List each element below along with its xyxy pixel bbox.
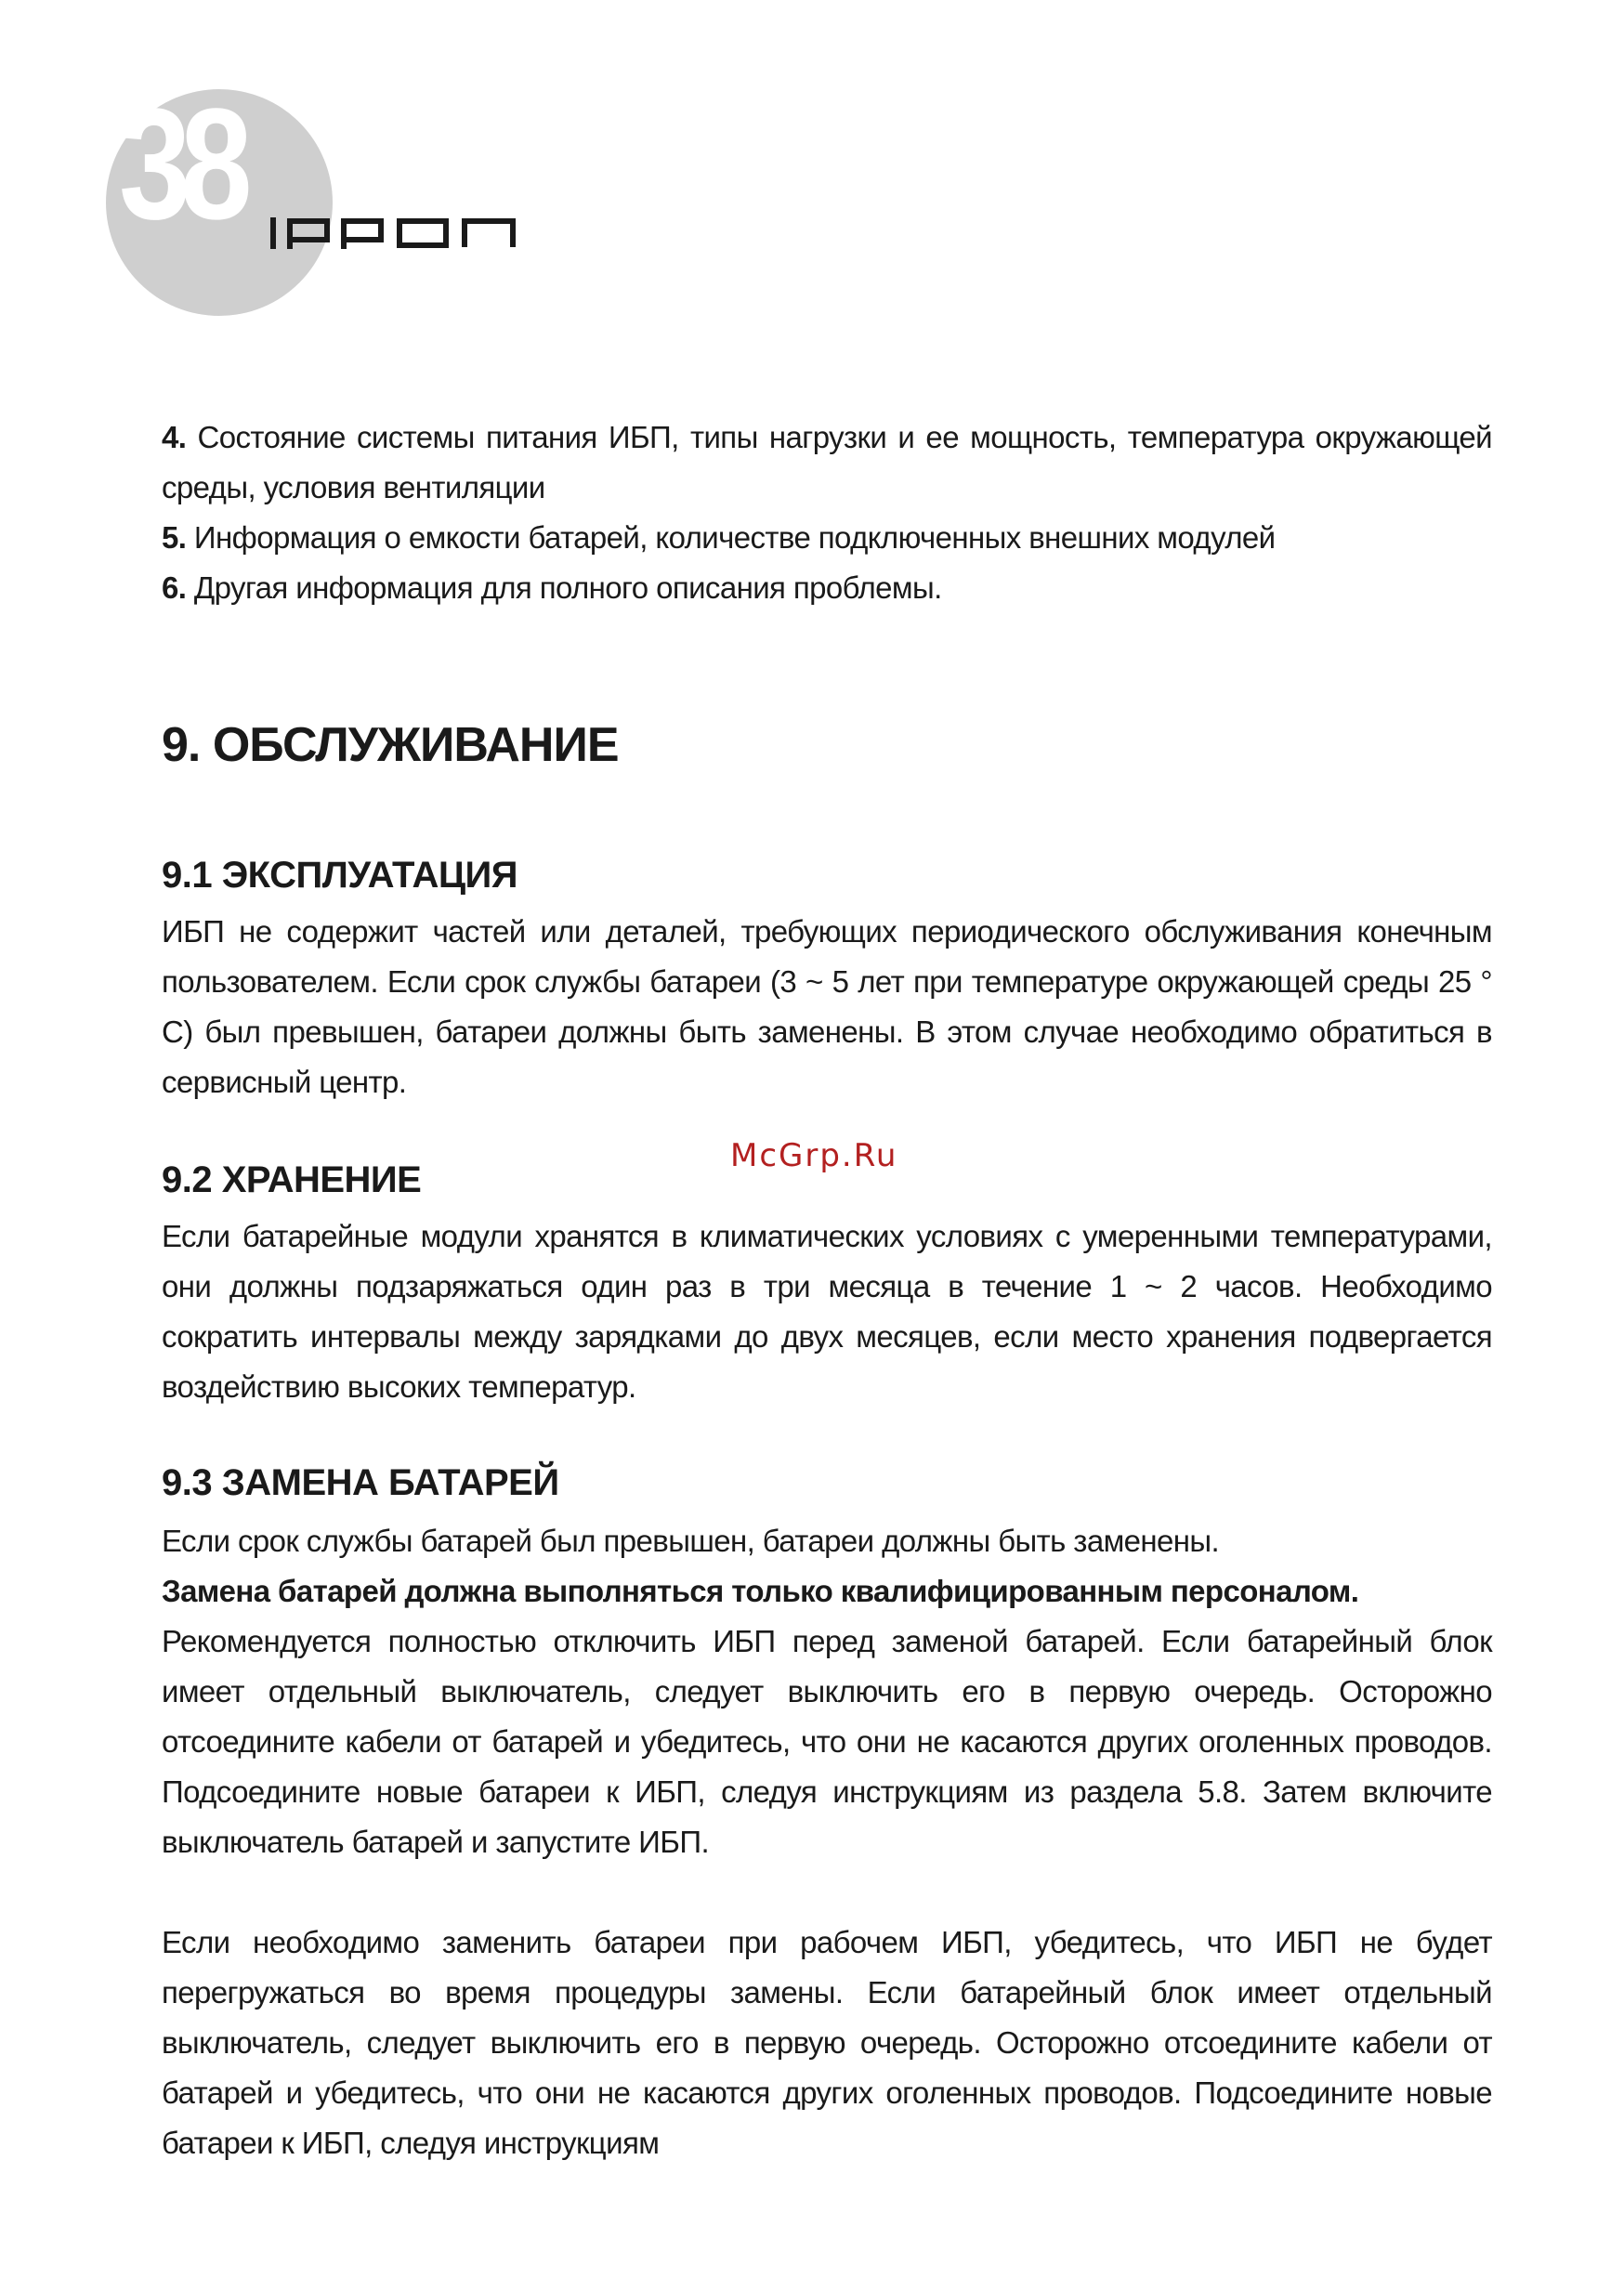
subsection-heading-93: 9.3 ЗАМЕНА БАТАРЕЙ bbox=[162, 1462, 559, 1503]
paragraph-93-1: Рекомендуется полностью отключить ИБП перед заменой батарей. Если батарейный блок имеет отдельный выключатель, следует выключить его в первую очередь. Осторожно отсоедините кабели от батарей и убедитесь, что они не касаются других оголенных проводов. Подсоедините новые батареи к ИБП, следуя инструкциям из раздела 5.8. Затем включите выключатель батарей и запустите ИБП. bbox=[162, 1624, 1492, 1859]
paragraph-91: ИБП не содержит частей или деталей, требующих периодического обслуживания конечным пользователем. Если срок службы батареи (3 ~ 5 лет при температуре окружающей среды 25 ° С) был превышен, батареи должны быть заменены. В этом случае необходимо обратиться в сервисный центр. bbox=[162, 914, 1492, 1099]
list-item: 6. Другая информация для полного описания проблемы. bbox=[162, 570, 942, 605]
list-item: 4. Состояние системы питания ИБП, типы нагрузки и ее мощность, температура окружающей среды, условия вентиляции bbox=[162, 420, 1492, 504]
subsection-heading-91: 9.1 ЭКСПЛУАТАЦИЯ bbox=[162, 855, 518, 896]
warning-text: Замена батарей должна выполняться только квалифицированным персоналом. bbox=[162, 1574, 1359, 1608]
paragraph-92: Если батарейные модули хранятся в климатических условиях с умеренными температурами, они должны подзаряжаться один раз в три месяца в течение 1 ~ 2 часов. Необходимо сократить интервалы между зарядками до двух месяцев, если место хранения подвергается воздействию высоких температур. bbox=[162, 1219, 1492, 1404]
paragraph-93-intro: Если срок службы батарей был превышен, батареи должны быть заменены. bbox=[162, 1524, 1220, 1558]
list-item: 5. Информация о емкости батарей, количестве подключенных внешних модулей bbox=[162, 520, 1276, 555]
subsection-heading-92: 9.2 ХРАНЕНИЕ bbox=[162, 1159, 422, 1200]
section-heading: 9. ОБСЛУЖИВАНИЕ bbox=[162, 718, 619, 772]
paragraph-93-2: Если необходимо заменить батареи при рабочем ИБП, убедитесь, что ИБП не будет перегружаться во время процедуры замены. Если батарейный блок имеет отдельный выключатель, следует выключить его в первую очередь. Осторожно отсоедините кабели от батарей и убедитесь, что они не касаются других оголенных проводов. Подсоедините новые батареи к ИБП, следуя инструкциям bbox=[162, 1925, 1492, 2160]
ippon-logo bbox=[269, 214, 615, 251]
page-number: 38 bbox=[119, 76, 242, 253]
intro-list bbox=[162, 412, 1492, 613]
watermark: McGrp.Ru bbox=[730, 1137, 898, 1174]
